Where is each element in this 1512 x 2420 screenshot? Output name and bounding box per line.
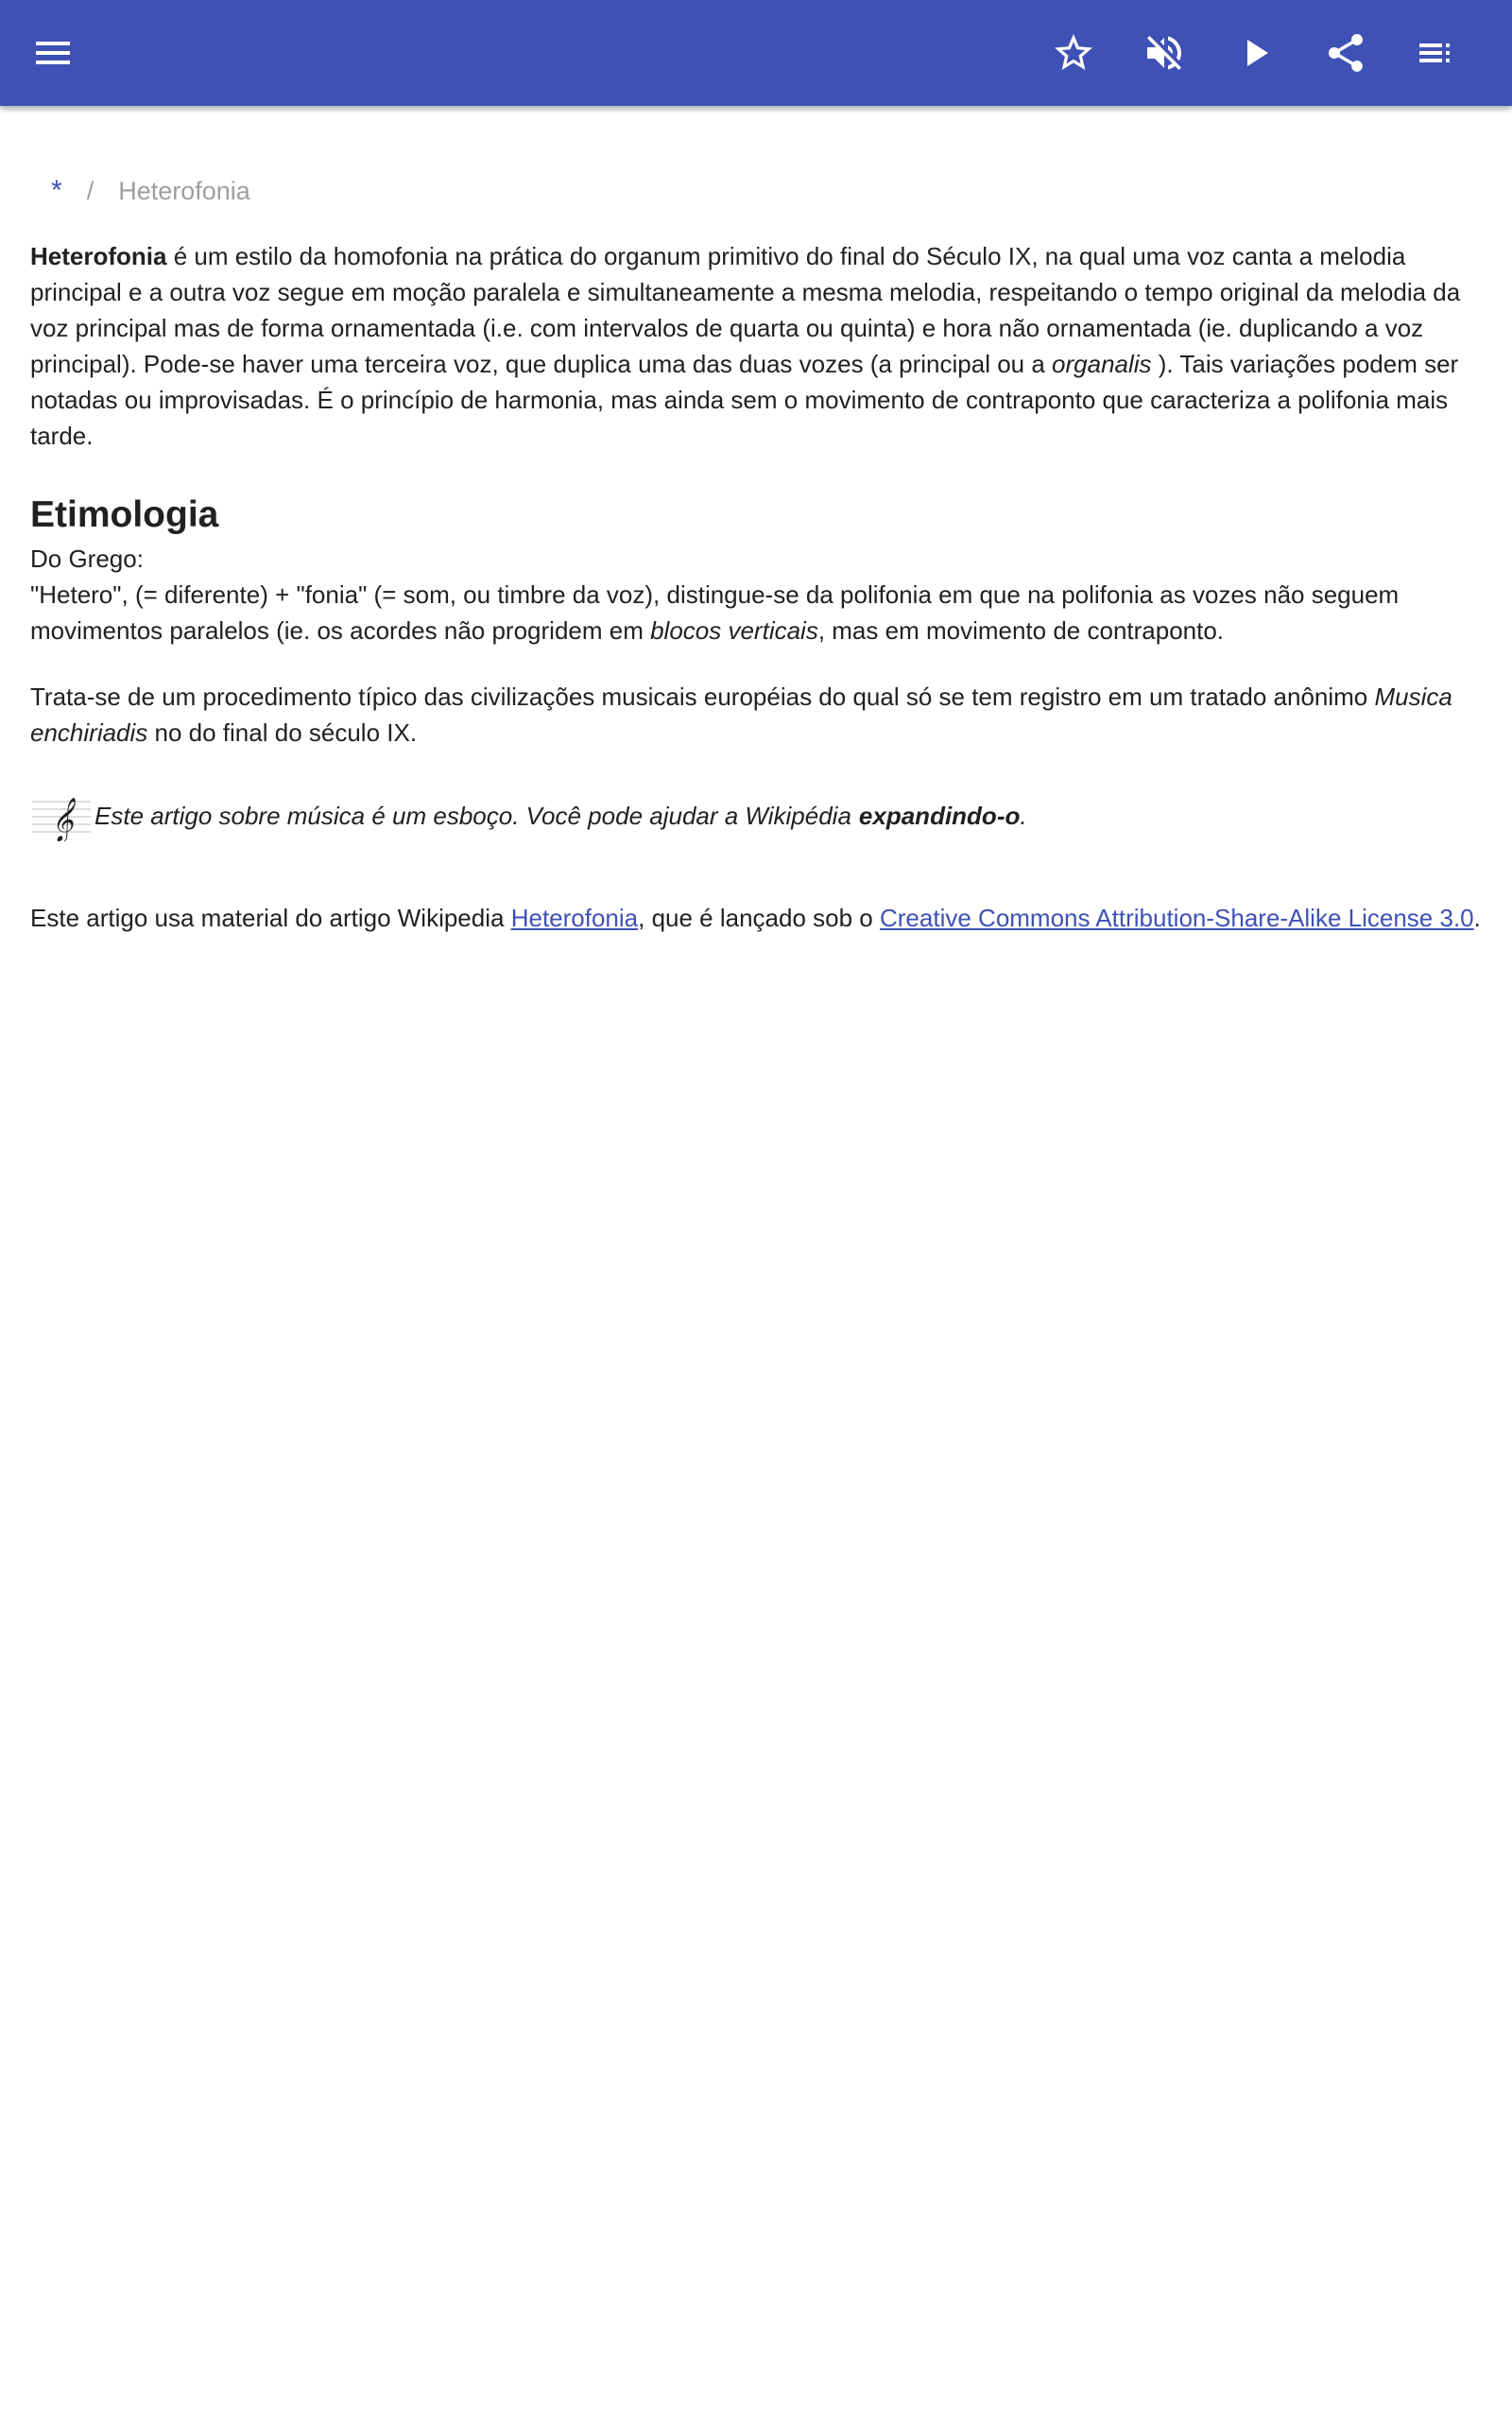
etymology-italic: blocos verticais [650, 616, 818, 645]
history-text-end: no do final do século IX. [147, 718, 418, 747]
menu-icon[interactable] [26, 26, 79, 79]
license-link[interactable]: Creative Commons Attribution-Share-Alike License 3.0 [880, 904, 1474, 932]
source-text-mid: , que é lançado sob o [638, 904, 880, 932]
svg-text:𝄞: 𝄞 [51, 798, 74, 841]
app-toolbar [0, 0, 1512, 106]
stub-notice [30, 790, 1482, 841]
volume-off-icon[interactable] [1138, 26, 1191, 79]
star-outline-icon[interactable] [1047, 26, 1100, 79]
breadcrumb-current: Heterofonia [118, 176, 250, 205]
breadcrumb-separator: / [86, 176, 94, 205]
etymology-text-end: , mas em movimento de contraponto. [817, 616, 1225, 645]
history-italic: Musica enchiriadis [30, 683, 1452, 747]
section-title-etimologia: Etimologia [30, 494, 219, 535]
intro-text-end: ). Tais variações podem ser notadas ou improvisadas. É o princípio de harmonia, mas ainda sem o movimento de contraponto que caracteriza a polifonia mais tarde. [30, 350, 1459, 450]
article-term: Heterofonia [30, 242, 167, 270]
etymology-text: "Hetero", (= diferente) + "fonia" (= som, ou timbre da voz), distingue-se da polifonia em que na polifonia as vozes não seguem movimentos paralelos (ie. os acordes não progridem em [30, 580, 1400, 645]
source-text: Este artigo usa material do artigo Wikipedia [30, 904, 511, 932]
etymology-paragraph [30, 541, 1482, 648]
article-content [30, 106, 1482, 936]
intro-paragraph [30, 238, 1482, 454]
breadcrumb [30, 172, 1482, 210]
intro-text: é um estilo da homofonia na prática do organum primitivo do final do Século IX, na qual uma voz canta a melodia principal e a outra voz segue em moção paralela e simultaneamente a mesma melodia, respeitando o tempo original da melodia da voz principal mas de forma ornamentada (i.e. com intervalos de quarta ou quinta) e hora não ornamentada (ie. duplicando a voz principal). Pode-se haver uma terceira voz, que duplica uma das duas vozes (a principal ou a [30, 242, 1461, 378]
history-paragraph [30, 679, 1482, 751]
stub-text: Este artigo sobre música é um esboço. Você pode ajudar a Wikipédia [94, 802, 851, 830]
playlist-icon[interactable] [1410, 26, 1463, 79]
stub-end: . [1020, 802, 1027, 830]
source-article-link[interactable]: Heterofonia [510, 904, 639, 932]
source-text-end: . [1473, 904, 1481, 932]
stub-expand-link[interactable]: expandindo-o [858, 802, 1021, 830]
source-attribution [30, 900, 1482, 936]
etymology-line: Do Grego: [30, 544, 144, 573]
treble-clef-icon [30, 790, 93, 841]
share-icon[interactable] [1319, 26, 1372, 79]
breadcrumb-home[interactable]: * [51, 175, 62, 206]
history-text: Trata-se de um procedimento típico das civilizações musicais européias do qual só se tem registro em um tratado anônimo [30, 683, 1375, 711]
intro-italic: organalis [1052, 350, 1152, 378]
play-icon[interactable] [1228, 26, 1281, 79]
